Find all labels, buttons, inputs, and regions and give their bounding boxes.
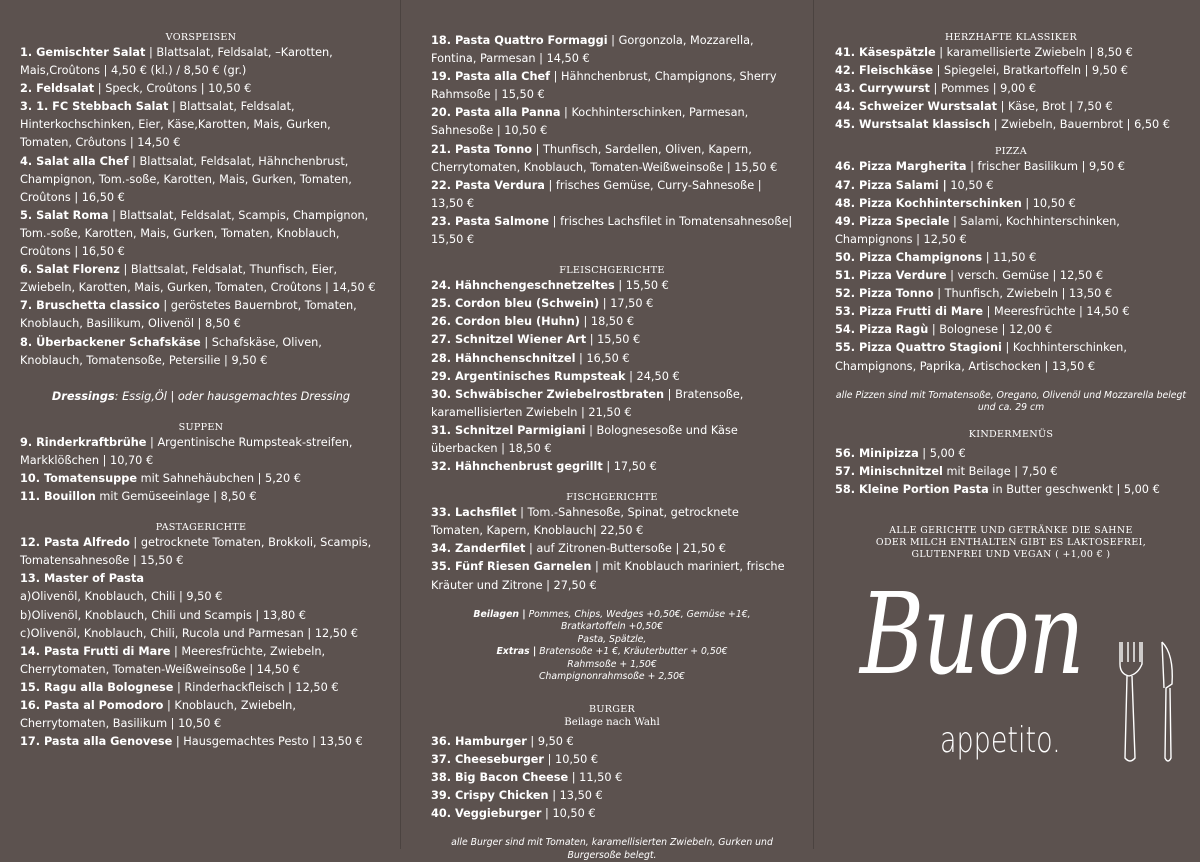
pizza-item-name: 48. Pizza Kochhinterschinken (835, 196, 1022, 210)
buon-appetito-logo (845, 570, 1185, 810)
fleisch-item-desc: | Bolognesesoße und Käse überbacken | 18,50 € (431, 423, 738, 455)
kinder-item-name: 58. Kleine Portion Pasta (835, 482, 989, 496)
pizza-item (835, 267, 1187, 285)
fleisch-item-name: 29. Argentinisches Rumpsteak (431, 369, 626, 383)
kinder-list (835, 445, 1187, 499)
fleisch-item-name: 26. Cordon bleu (Huhn) (431, 315, 580, 329)
burger-item (431, 733, 793, 751)
fleisch-item-name: 25. Cordon bleu (Schwein) (431, 297, 600, 311)
pasta-item-desc: | Rinderhackfleisch | 12,50 € (173, 680, 339, 694)
fisch-list (431, 504, 793, 594)
burger-item-desc: | 13,50 € (548, 788, 603, 802)
herzhafte-item-name: 42. Fleischkäse (835, 64, 934, 78)
fisch-item (431, 558, 793, 594)
fisch-item-desc: | auf Zitronen-Buttersoße | 21,50 € (525, 542, 726, 556)
fisch-item-desc: | mit Knoblauch mariniert, frische Kräuter und Zitrone | 27,50 € (431, 560, 785, 592)
vorspeisen-item-desc: | Blattsalat, Feldsalat, Hähnchenbrust, Champignon, Tom.-soße, Karotten, Mais, Gurken, Tomaten, Croûtons | 16,50 € (20, 154, 352, 204)
herzhafte-item (835, 80, 1187, 98)
pasta-item-name: 19. Pasta alla Chef (431, 70, 551, 84)
fleisch-item-name: 31. Schnitzel Parmigiani (431, 423, 586, 437)
pizza-item (835, 285, 1187, 303)
fleisch-item-name: 24. Hähnchengeschnetzeltes (431, 279, 615, 293)
vorspeisen-item-name: 6. Salat Florenz (20, 263, 120, 277)
kinder-item-desc: in Butter geschwenkt | 5,00 € (988, 482, 1160, 496)
pasta-item-desc: | Kochhinterschinken, Parmesan, Sahnesoße | 10,50 € (431, 106, 749, 138)
suppen-item-desc: mit Gemüseeinlage | 8,50 € (95, 490, 257, 504)
pasta-item (431, 32, 793, 68)
fisch-item-name: 33. Lachsfilet (431, 506, 517, 520)
suppen-list (20, 434, 382, 506)
vorspeisen-item-name: 2. Feldsalat (20, 82, 95, 96)
beilagen-label: Beilagen | (473, 608, 526, 620)
burger-item (431, 787, 793, 805)
logo-buon-text: Buon (860, 570, 1084, 700)
pasta-item (20, 643, 382, 679)
section-heading-kinder: KINDERMENÜS (968, 428, 1054, 440)
pizza-item-name: 52. Pizza Tonno (835, 287, 934, 301)
pasta-item-name: 15. Ragu alla Bolognese (20, 680, 174, 694)
pizza-item-desc: | 11,50 € (982, 250, 1037, 264)
herzhafte-item (835, 62, 1187, 80)
dressings-text: : Essig,Öl | oder hausgemachtes Dressing (114, 389, 351, 403)
vorspeisen-item-desc: | Blattsalat, Feldsalat, Thunfisch, Eier, Zwiebeln, Karotten, Mais, Gurken, Tomaten, Croûtons | 14,50 € (20, 263, 376, 295)
vorspeisen-item-desc: | Speck, Croûtons | 10,50 € (94, 82, 252, 96)
pasta-item-desc: | Gorgonzola, Mozzarella, Fontina, Parmesan | 14,50 € (431, 34, 754, 66)
burger-item (431, 805, 793, 823)
pizza-item-name: 50. Pizza Champignons (835, 250, 983, 264)
fleisch-item-desc: | 17,50 € (602, 460, 657, 474)
suppen-item-name: 9. Rinderkraftbrühe (20, 435, 147, 449)
column-middle (431, 32, 793, 862)
pasta-list (20, 534, 382, 751)
pizza-item-desc: | frischer Basilikum | 9,50 € (966, 160, 1125, 174)
suppen-item (20, 488, 382, 506)
logo-appetito-text: appetito. (940, 720, 1061, 761)
vorspeisen-item (20, 44, 382, 80)
extras-line4: Rahmsoße + 1,50€ (567, 658, 657, 670)
pasta-item-name: 20. Pasta alla Panna (431, 106, 561, 120)
fisch-item-desc: | Tom.-Sahnesoße, Spinat, getrocknete Tomaten, Kapern, Knoblauch| 22,50 € (431, 506, 739, 538)
pizza-item (835, 177, 1187, 195)
burger-list (431, 733, 793, 823)
vorspeisen-item (20, 261, 382, 297)
burger-item-desc: | 9,50 € (526, 734, 574, 748)
vorspeisen-item-desc: | Blattsalat, Feldsalat, –Karotten, Mais,Croûtons | 4,50 € (kl.) / 8,50 € (gr.) (20, 46, 333, 78)
vorspeisen-list (20, 44, 382, 370)
suppen-item (20, 470, 382, 488)
fleisch-item-name: 32. Hähnchenbrust gegrillt (431, 460, 603, 474)
vorspeisen-item-desc: | Blattsalat, Feldsalat, Hinterkochschinken, Eier, Käse,Karotten, Mais, Gurken, Tomaten, Crôutons | 14,50 € (20, 100, 331, 150)
vorspeisen-item (20, 98, 382, 152)
pizza-item (835, 213, 1187, 249)
fleisch-item-desc: | 17,50 € (599, 297, 654, 311)
extras-text: Bratensoße +1 €, Kräuterbutter + 0,50€ (536, 646, 728, 658)
fleisch-item (431, 295, 793, 313)
beilagen-line2: Pasta, Spätzle, (577, 633, 647, 645)
pasta-item-desc: | Meeresfrüchte, Zwiebeln, Cherrytomaten, Tomaten-Weißweinsoße | 14,50 € (20, 644, 326, 676)
herzhafte-item-desc: | Spiegelei, Bratkartoffeln | 9,50 € (933, 64, 1128, 78)
fleisch-item (431, 368, 793, 386)
pasta-item (20, 534, 382, 570)
pizza-item (835, 339, 1187, 375)
pizza-item-desc: | 10,50 € (1021, 196, 1076, 210)
pasta-item (431, 213, 793, 249)
pizza-item-desc: | Bolognese | 12,00 € (928, 323, 1053, 337)
herzhafte-item-name: 45. Wurstsalat klassisch (835, 118, 991, 132)
section-heading-herzhafte: HERZHAFTE KLASSIKER (945, 32, 1077, 43)
kinder-item-desc: mit Beilage | 7,50 € (942, 464, 1058, 478)
pasta-item-desc: | frisches Lachsfilet in Tomatensahnesoße| 15,50 € (431, 214, 793, 247)
burger-subheading: Beilage nach Wahl (564, 716, 660, 728)
fleisch-list (431, 277, 793, 476)
allergy-notice: ALLE GERICHTE UND GETRÄNKE DIE SAHNE ODER MILCH ENTHALTEN GIBT ES LAKTOSEFREI, GLUTENFREI UND VEGAN ( +1,00 € ) (875, 524, 1147, 560)
column-right (835, 32, 1187, 561)
pizza-item (835, 195, 1187, 213)
pizza-item-name: 51. Pizza Verdure (835, 269, 947, 283)
pizza-item (835, 303, 1187, 321)
pasta-item (20, 625, 382, 643)
dressings-label: Dressings (51, 389, 115, 403)
fleisch-item (431, 277, 793, 295)
burger-item-desc: | 10,50 € (541, 807, 596, 820)
pasta-item (20, 697, 382, 733)
section-heading-pizza: PIZZA (994, 146, 1027, 158)
pasta-item-desc: | Hausgemachtes Pesto | 13,50 € (172, 735, 363, 749)
suppen-item-desc: mit Sahnehäubchen | 5,20 € (137, 471, 301, 485)
pizza-item-desc: | Salami, Kochhinterschinken, Champignons | 12,50 € (835, 214, 1120, 246)
pasta-item-desc: | Knoblauch, Zwiebeln, Cherrytomaten, Basilikum | 10,50 € (20, 699, 296, 731)
suppen-item-name: 10. Tomatensuppe (20, 471, 138, 485)
pasta-item-name: 18. Pasta Quattro Formaggi (431, 34, 608, 47)
pasta-item (20, 607, 382, 625)
fisch-item (431, 540, 793, 558)
section-heading-suppen: SUPPEN (178, 421, 224, 433)
kinder-item-name: 57. Minischnitzel (835, 464, 943, 478)
pizza-item-desc: | Meeresfrüchte | 14,50 € (983, 305, 1130, 319)
suppen-item-desc: | Argentinische Rumpsteak-streifen, Markklößchen | 10,70 € (20, 435, 353, 467)
pasta-item-name: 22. Pasta Verdura (431, 178, 545, 192)
extras-line5: Champignonrahmsoße + 2,50€ (539, 671, 685, 683)
herzhafte-item-name: 44. Schweizer Wurstsalat (835, 100, 997, 114)
pizza-list (835, 158, 1187, 375)
fleisch-item-desc: | 24,50 € (625, 369, 680, 383)
herzhafte-item (835, 98, 1187, 116)
pizza-item-name: 49. Pizza Speciale (835, 214, 950, 228)
fleisch-item-desc: | 18,50 € (579, 315, 635, 329)
fleisch-item-desc: | 15,50 € (614, 279, 669, 293)
pizza-item (835, 249, 1187, 267)
fleisch-item (431, 331, 793, 349)
pizza-item-name: 47. Pizza Salami | (835, 178, 947, 192)
pasta-continued-list (431, 32, 793, 249)
pasta-item (431, 68, 793, 104)
section-heading-fisch: FISCHGERICHTE (566, 492, 658, 504)
herzhafte-item (835, 44, 1187, 62)
burger-item-name: 36. Hamburger (431, 734, 527, 748)
kinder-item (835, 481, 1187, 499)
vorspeisen-item (20, 153, 382, 207)
fisch-item (431, 504, 793, 540)
fisch-item-name: 34. Zanderfilet (431, 542, 526, 556)
vorspeisen-item-desc: | Blattsalat, Feldsalat, Scampis, Champignon, Tom.-soße, Karotten, Mais, Gurken, Tomaten, Knoblauch, Croûtons | 16,50 € (20, 208, 369, 259)
burger-item (431, 751, 793, 769)
kinder-item (835, 463, 1187, 481)
pizza-item-name: 46. Pizza Margherita (835, 160, 967, 174)
column-left (20, 32, 382, 751)
pasta-item-name: 12. Pasta Alfredo (20, 536, 130, 550)
burger-item-name: 40. Veggieburger (431, 807, 542, 820)
pizza-item-desc: | Kochhinterschinken, Champignons, Paprika, Artischocken | 13,50 € (835, 341, 1127, 373)
pizza-item-desc: 10,50 € (946, 178, 994, 192)
vorspeisen-item (20, 297, 382, 333)
burger-item-desc: | 11,50 € (568, 770, 623, 784)
pasta-item-name: 21. Pasta Tonno (431, 142, 533, 156)
pasta-item-desc: | getrocknete Tomaten, Brokkoli, Scampis, Tomatensahnesoße | 15,50 € (20, 536, 372, 568)
kinder-item (835, 445, 1187, 463)
fleisch-item (431, 422, 793, 458)
vorspeisen-item-name: 7. Bruschetta classico (20, 299, 160, 313)
herzhafte-item (835, 116, 1187, 134)
pasta-item-desc: a)Olivenöl, Knoblauch, Chili | 9,50 € (20, 590, 223, 604)
pasta-item (431, 141, 793, 177)
fork-knife-icon (1110, 640, 1180, 765)
dressings-line (20, 388, 382, 406)
pizza-item-desc: | versch. Gemüse | 12,50 € (946, 269, 1104, 283)
pizza-item-name: 53. Pizza Frutti di Mare (835, 305, 984, 319)
vorspeisen-item-desc: | Schafskäse, Oliven, Knoblauch, Tomatensoße, Petersilie | 9,50 € (20, 335, 322, 367)
pasta-item (20, 679, 382, 697)
pasta-item (20, 733, 382, 751)
burger-item-desc: | 10,50 € (544, 752, 599, 766)
fold-line-left (400, 0, 401, 849)
herzhafte-item-name: 43. Currywurst (835, 82, 930, 96)
section-heading-burger: BURGER (588, 703, 636, 715)
kinder-item-desc: | 5,00 € (918, 446, 966, 460)
pizza-item-desc: | Thunfisch, Zwiebeln | 13,50 € (933, 287, 1113, 301)
sides-extras-note (431, 609, 793, 684)
fleisch-item (431, 386, 793, 422)
fleisch-item-name: 28. Hähnchenschnitzel (431, 351, 576, 365)
section-heading-pasta: PASTAGERICHTE (155, 522, 247, 534)
fleisch-item-name: 30. Schwäbischer Zwiebelrostbraten (431, 387, 665, 401)
vorspeisen-item (20, 207, 382, 261)
fold-line-right (813, 0, 814, 849)
pasta-item-desc: | Thunfisch, Sardellen, Oliven, Kapern, Cherrytomaten, Knoblauch, Tomaten-Weißweinsoße | 15,50 € (431, 142, 778, 174)
burger-item-name: 38. Big Bacon Cheese (431, 770, 569, 784)
herzhafte-item-name: 41. Käsespätzle (835, 46, 936, 59)
fisch-item-name: 35. Fünf Riesen Garnelen (431, 560, 592, 574)
fleisch-item-desc: | 15,50 € (586, 333, 641, 347)
pasta-item (20, 588, 382, 606)
pasta-item-name: 23. Pasta Salmone (431, 214, 550, 228)
burger-item-name: 37. Cheeseburger (431, 752, 545, 766)
pasta-item-name: 13. Master of Pasta (20, 572, 145, 586)
herzhafte-item-desc: | karamellisierte Zwiebeln | 8,50 € (935, 46, 1133, 59)
section-heading-fleisch: FLEISCHGERICHTE (559, 265, 665, 277)
pasta-item (431, 104, 793, 140)
pasta-item-desc: | Hähnchenbrust, Champignons, Sherry Rahmsoße | 15,50 € (431, 70, 777, 102)
herzhafte-item-desc: | Zwiebeln, Bauernbrot | 6,50 € (990, 118, 1170, 132)
pasta-item (431, 177, 793, 213)
herzhafte-list (835, 44, 1187, 134)
pasta-item (20, 570, 382, 588)
herzhafte-item-desc: | Käse, Brot | 7,50 € (996, 100, 1113, 114)
suppen-item-name: 11. Bouillon (20, 490, 96, 504)
fleisch-item-name: 27. Schnitzel Wiener Art (431, 333, 587, 347)
fleisch-item (431, 458, 793, 476)
kinder-item-name: 56. Minipizza (835, 446, 919, 460)
vorspeisen-item-name: 8. Überbackener Schafskäse (20, 335, 201, 349)
pasta-item-name: 17. Pasta alla Genovese (20, 735, 173, 749)
pizza-note: alle Pizzen sind mit Tomatensoße, Oregano, Olivenöl und Mozzarella belegt und ca. 29 cm (835, 389, 1187, 414)
pasta-item-desc: c)Olivenöl, Knoblauch, Chili, Rucola und Parmesan | 12,50 € (20, 626, 358, 640)
pasta-item-desc: | frisches Gemüse, Curry-Sahnesoße | 13,50 € (431, 178, 762, 210)
pizza-item (835, 321, 1187, 339)
fleisch-item-desc: | Bratensoße, karamellisierten Zwiebeln | 21,50 € (431, 387, 744, 419)
vorspeisen-item-name: 5. Salat Roma (20, 208, 109, 222)
extras-label: Extras | (496, 646, 537, 658)
vorspeisen-item-desc: | geröstetes Bauernbrot, Tomaten, Knoblauch, Basilikum, Olivenöl | 8,50 € (20, 299, 357, 331)
beilagen-text: Pommes, Chips, Wedges +0,50€, Gemüse +1€, Bratkartoffeln +0,50€ (525, 608, 751, 633)
vorspeisen-item-name: 1. Gemischter Salat (20, 46, 146, 59)
pizza-item-name: 55. Pizza Quattro Stagioni (835, 341, 1002, 355)
pasta-item-name: 14. Pasta Frutti di Mare (20, 644, 171, 658)
vorspeisen-item (20, 334, 382, 370)
burger-item-name: 39. Crispy Chicken (431, 788, 549, 802)
vorspeisen-item-name: 4. Salat alla Chef (20, 154, 129, 168)
pasta-item-desc: b)Olivenöl, Knoblauch, Chili und Scampis | 13,80 € (20, 608, 306, 622)
vorspeisen-item-name: 3. 1. FC Stebbach Salat (20, 100, 169, 114)
vorspeisen-item (20, 80, 382, 98)
burger-item (431, 769, 793, 787)
herzhafte-item-desc: | Pommes | 9,00 € (929, 82, 1037, 96)
section-heading-vorspeisen: VORSPEISEN (165, 32, 237, 43)
burger-note: alle Burger sind mit Tomaten, karamellisierten Zwiebeln, Gurken und Burgersoße belegt. (451, 837, 773, 861)
fleisch-item-desc: | 16,50 € (575, 351, 630, 365)
pasta-item-name: 16. Pasta al Pomodoro (20, 699, 164, 712)
fleisch-item (431, 313, 793, 331)
pizza-item (835, 158, 1187, 176)
fleisch-item (431, 350, 793, 368)
pizza-item-name: 54. Pizza Ragù (835, 323, 929, 337)
suppen-item (20, 434, 382, 470)
